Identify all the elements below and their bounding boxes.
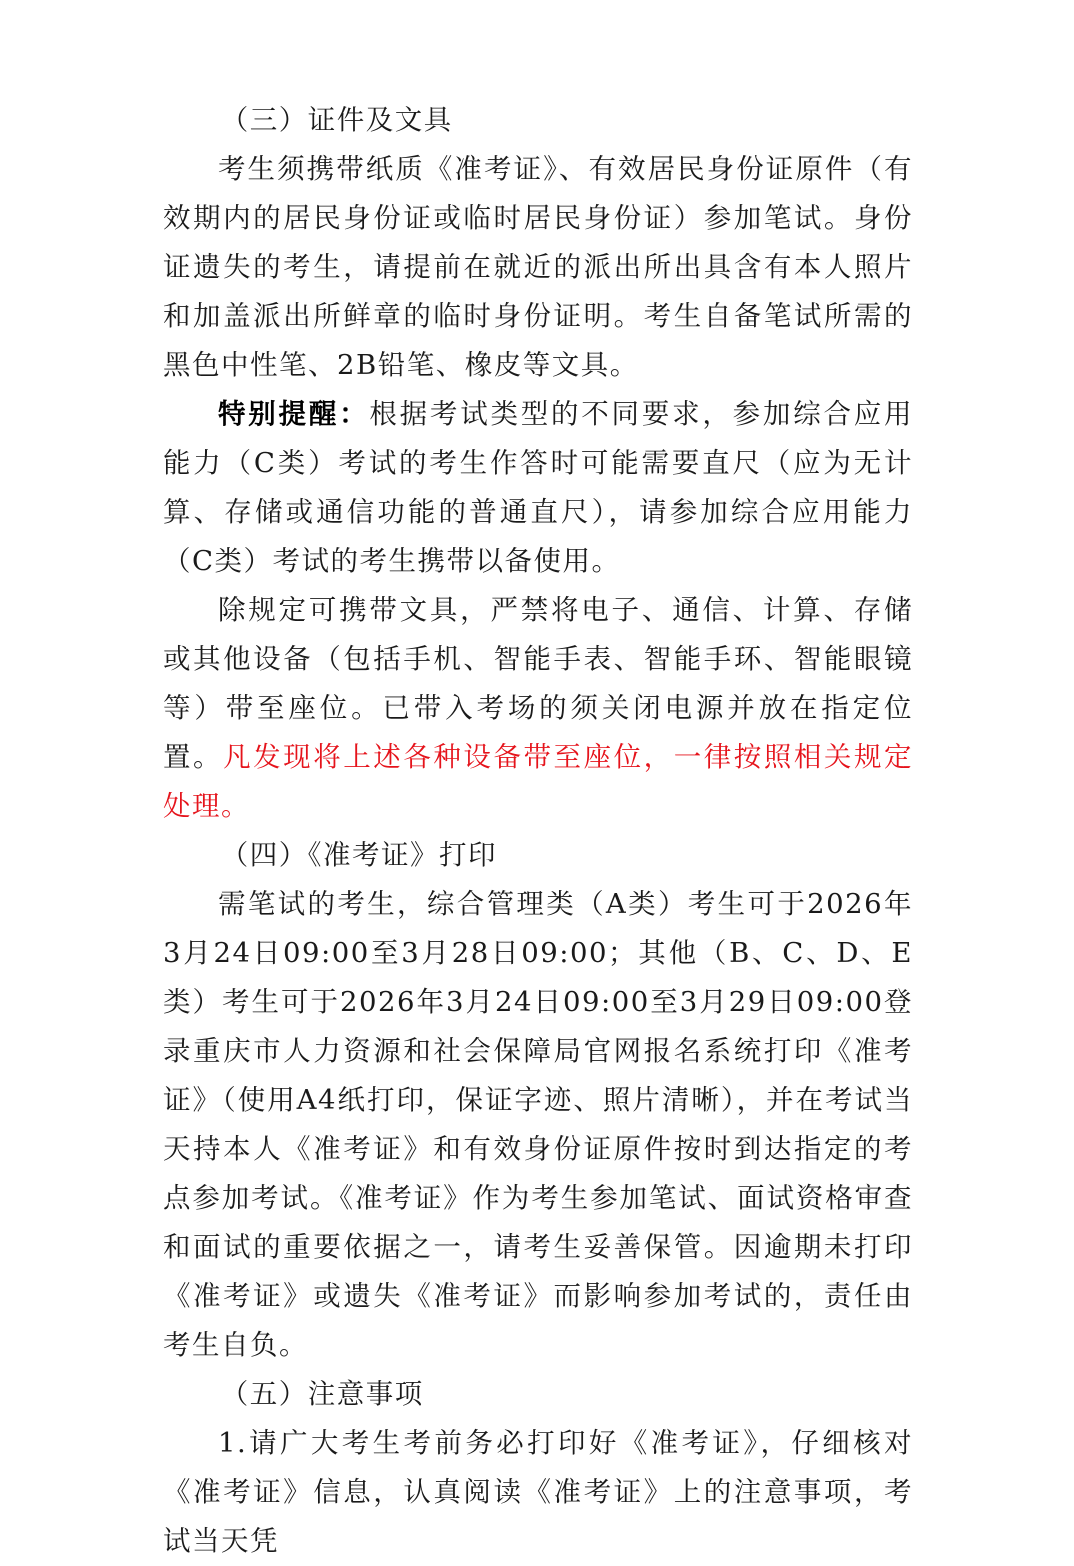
paragraph-note-item-1: 1.请广大考生考前务必打印好《准考证》，仔细核对《准考证》信息，认真阅读《准考证》上的注意事项，考试当天凭 [163, 1427, 913, 1557]
special-reminder-text: 根据考试类型的不同要求，参加综合应用能力（C类）考试的考生作答时可能需要直尺（应为无计算、存储或通信功能的普通直尺），请参加综合应用能力（C类）考试的考生携带以备使用。 [163, 398, 914, 577]
paragraph-required-documents: 考生须携带纸质《准考证》、有效居民身份证原件（有效期内的居民身份证或临时居民身份证）参加笔试。身份证遗失的考生，请提前在就近的派出所出具含有本人照片和加盖派出所鲜章的临时身份证明。考生自备笔试所需的黑色中性笔、2B铅笔、橡皮等文具。 [163, 153, 913, 381]
special-reminder-label: 特别提醒： [218, 398, 370, 430]
paragraph-prohibited-devices [163, 586, 913, 831]
document-body [163, 96, 913, 1566]
paragraph-admission-ticket-printing: 需笔试的考生，综合管理类（A类）考生可于2026年3月24日09:00至3月28日09:00；其他（B、C、D、E类）考生可于2026年3月24日09:00至3月29日09:00登录重庆市人力资源和社会保障局官网报名系统打印《准考证》（使用A4纸打印，保证字迹、照片清晰），并在考试当天持本人《准考证》和有效身份证原件按时到达指定的考点参加考试。《准考证》作为考生参加笔试、面试资格审查和面试的重要依据之一，请考生妥善保管。因逾期未打印《准考证》或遗失《准考证》而影响参加考试的，责任由考生自负。 [163, 888, 913, 1361]
section-heading-admission-ticket-printing: （四）《准考证》打印 [220, 839, 497, 871]
prohibited-devices-text: 除规定可携带文具，严禁将电子、通信、计算、存储或其他设备（包括手机、智能手表、智能手环、智能眼镜等）带至座位。已带入考场的须关闭电源并放在指定位置。 [163, 594, 913, 773]
prohibited-devices-warning: 凡发现将上述各种设备带至座位，一律按照相关规定处理。 [163, 741, 914, 822]
paragraph-special-reminder [163, 390, 913, 586]
section-heading-documents-stationery: （三）证件及文具 [220, 104, 453, 136]
section-heading-notes: （五）注意事项 [220, 1378, 424, 1410]
